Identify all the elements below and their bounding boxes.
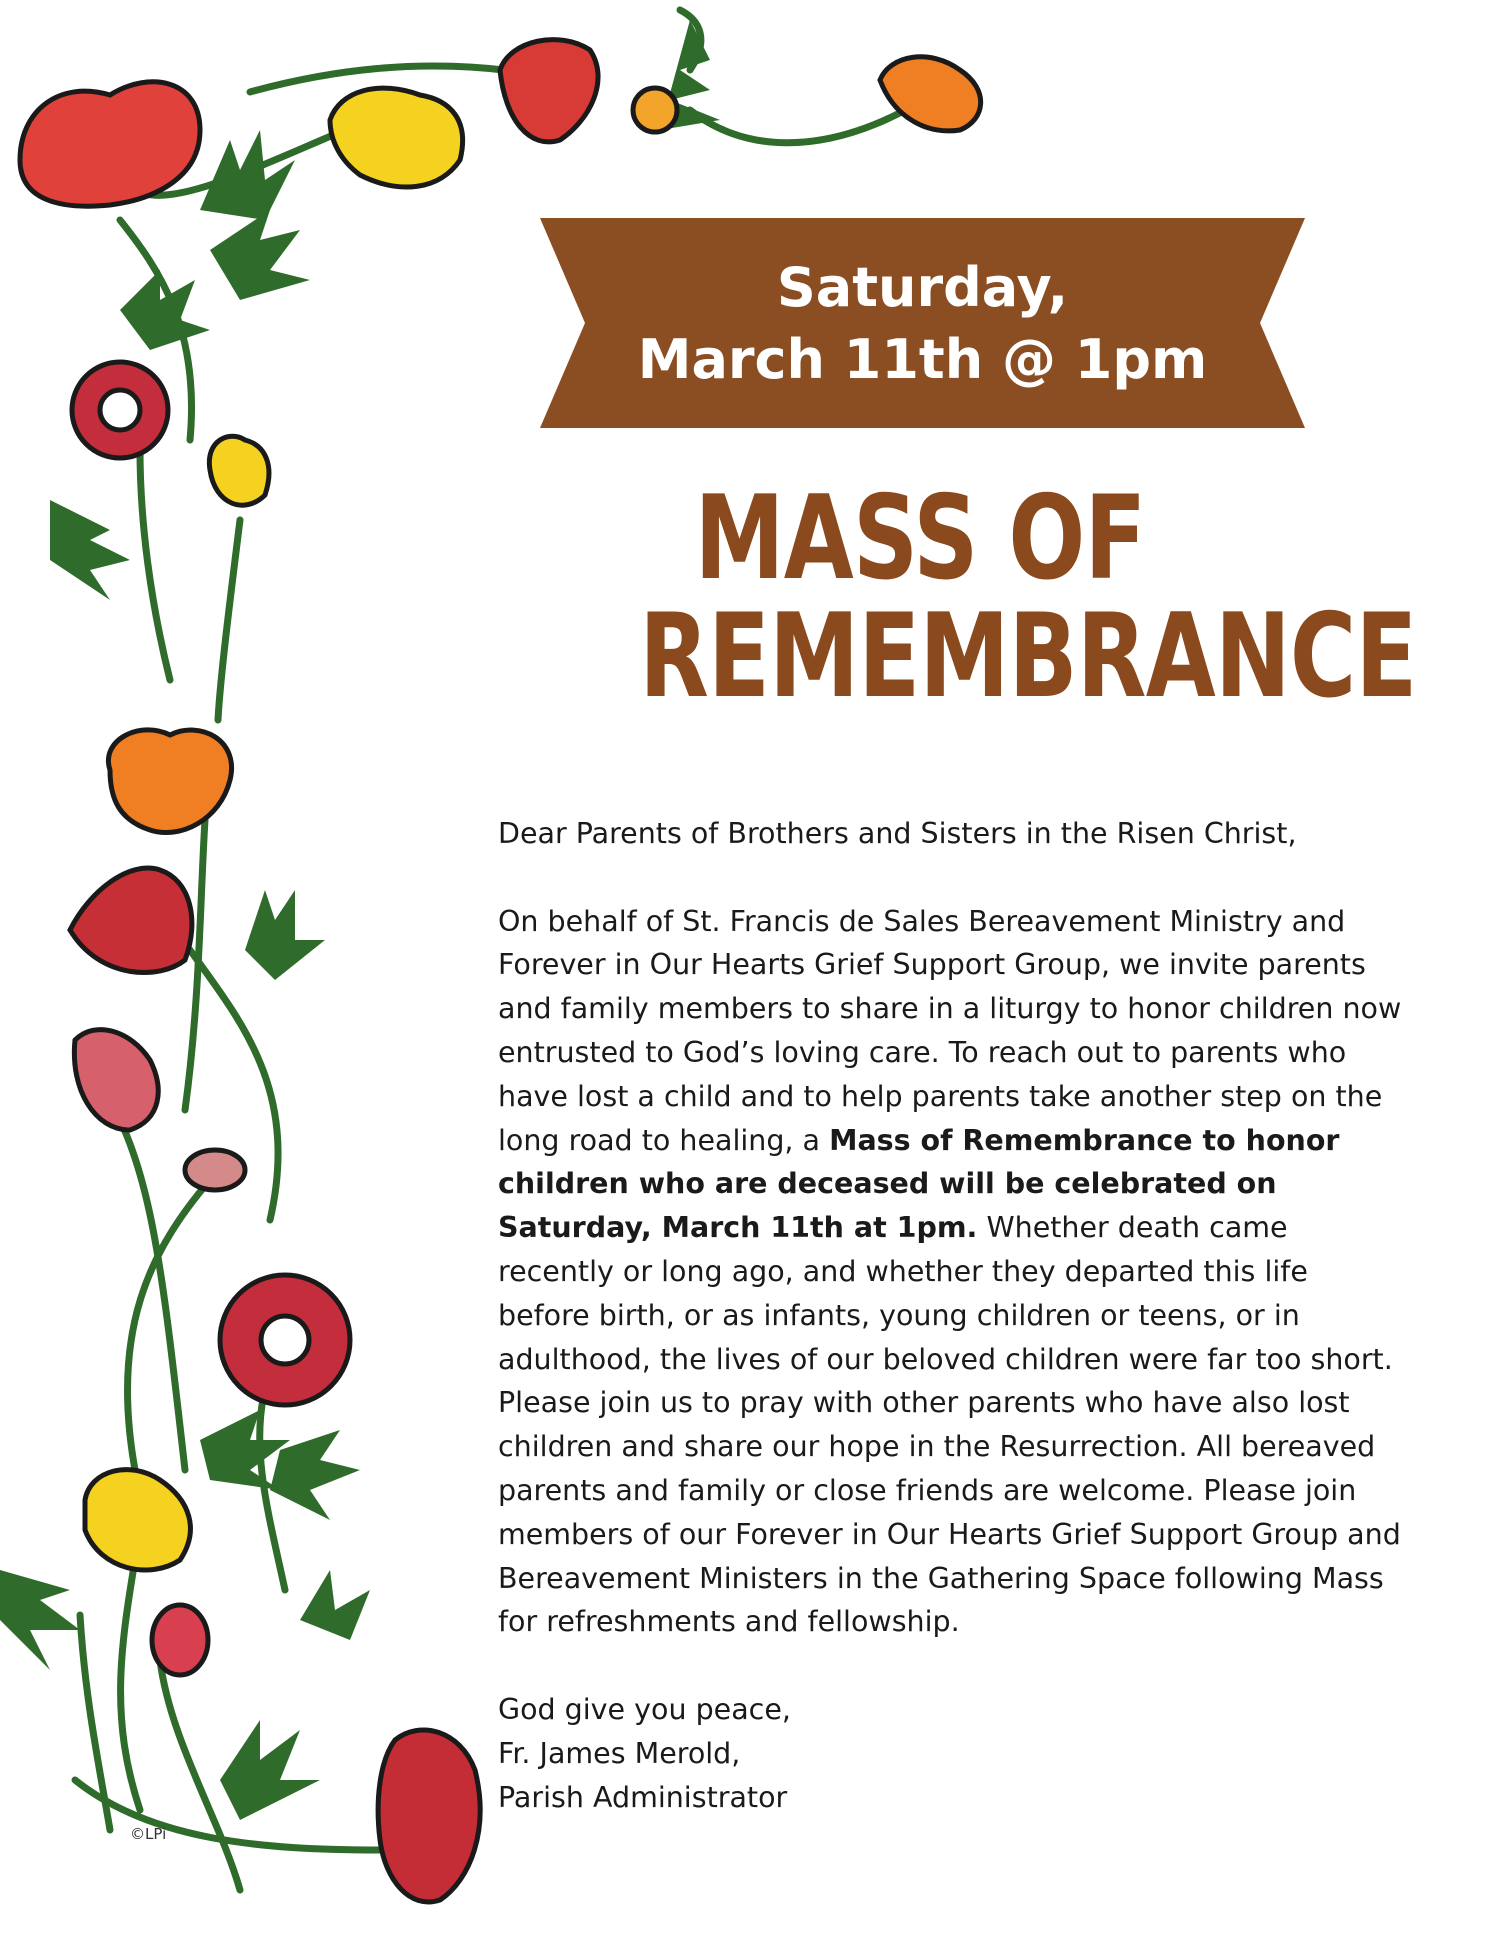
title-line-1: MASS OF [694, 471, 1146, 606]
paragraph-gap [498, 856, 1403, 900]
copyright-credit: ©LPi [130, 1825, 167, 1843]
letter-body [498, 900, 1403, 1645]
letter-body-intro: On behalf of St. Francis de Sales Bereavement Ministry and Forever in Our Hearts Grief Support Group, we invite parents and family members to share in a liturgy to honor children now entrusted to God’s loving care. To reach out to parents who have lost a child and to help parents take another step on the long road to healing, a [498, 904, 1402, 1157]
event-title [639, 471, 1417, 724]
letter-signer-title: Parish Administrator [498, 1780, 788, 1814]
banner-day: Saturday, [776, 256, 1069, 319]
letter-closing: God give you peace, [498, 1692, 791, 1726]
invitation-letter [498, 812, 1403, 1819]
letter-body-bold: Mass of Remembrance to honor children who are deceased will be celebrated on Saturday, March 11th at 1pm. [498, 1123, 1340, 1245]
letter-body-rest: Whether death came recently or long ago, and whether they departed this life before birth, or as infants, young children or teens, or in adulthood, the lives of our beloved children were far too short. Please join us to pray with other parents who have also lost children and share our hope in the Resurrection. All bereaved parents and family or close friends are welcome. Please join members of our Forever in Our Hearts Grief Support Group and Bereavement Ministers in the Gathering Space following Mass for refreshments and fellowship. [498, 1211, 1401, 1639]
paragraph-gap [498, 1644, 1403, 1688]
title-line-2: REMEMBRANCE [639, 589, 1417, 724]
letter-signature [498, 1688, 1403, 1819]
letter-signer: Fr. James Merold, [498, 1736, 741, 1770]
date-banner-text [540, 252, 1305, 396]
banner-date-time: March 11th @ 1pm [637, 328, 1208, 391]
letter-salutation: Dear Parents of Brothers and Sisters in the Risen Christ, [498, 817, 1297, 850]
